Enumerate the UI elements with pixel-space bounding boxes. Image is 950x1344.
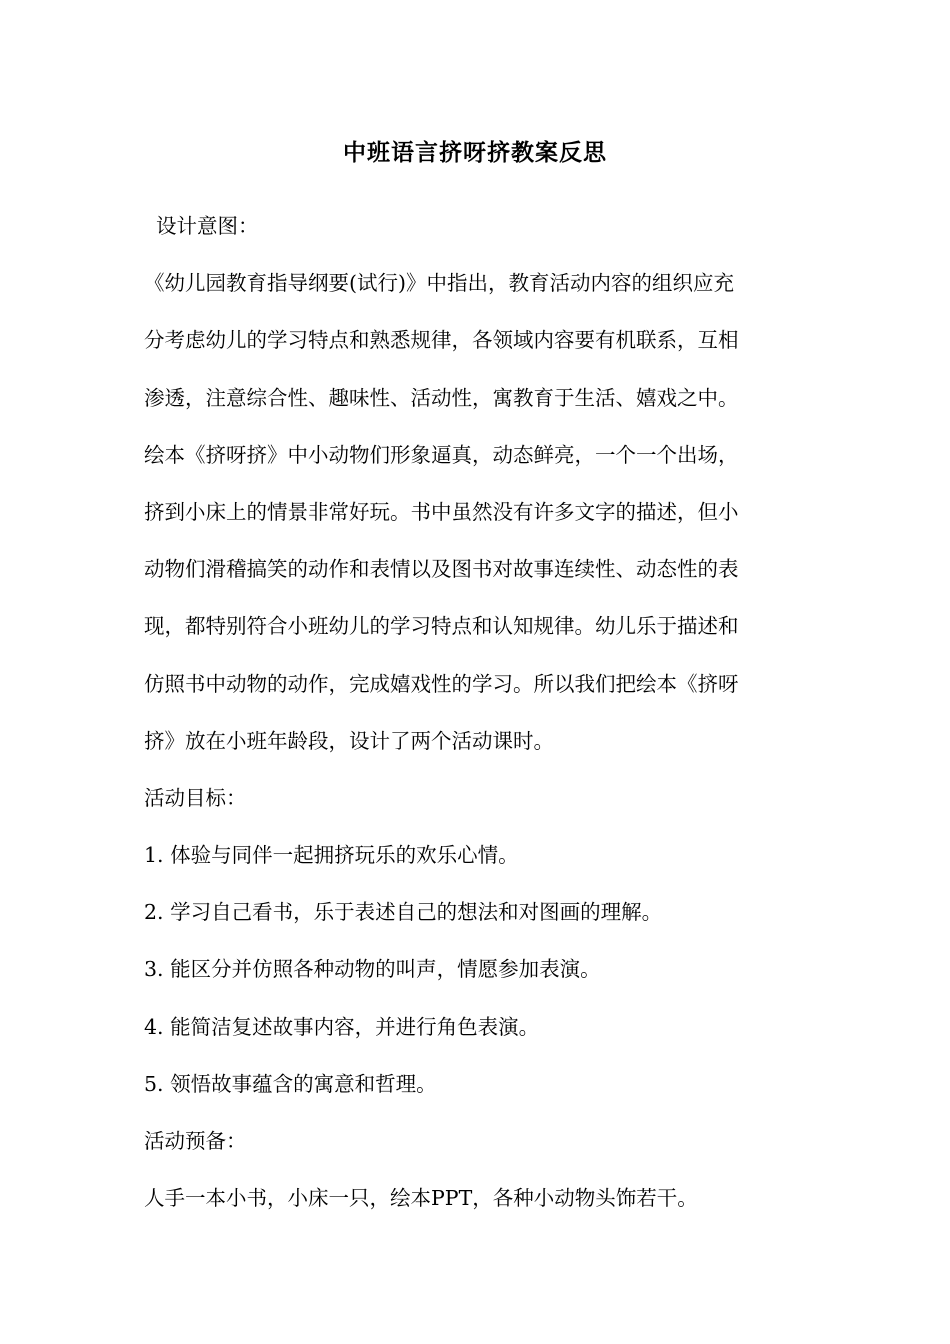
list-item: 3. 能区分并仿照各种动物的叫声，情愿参加表演。 (144, 957, 601, 982)
paragraph-line: 《幼儿园教育指导纲要(试行)》中指出，教育活动内容的组织应充 (144, 271, 734, 296)
paragraph-line: 现，都特别符合小班幼儿的学习特点和认知规律。幼儿乐于描述和 (144, 614, 739, 639)
list-item: 1. 体验与同伴一起拥挤玩乐的欢乐心情。 (144, 843, 519, 868)
list-item: 5. 领悟故事蕴含的寓意和哲理。 (144, 1071, 437, 1096)
paragraph-line: 渗透，注意综合性、趣味性、活动性，寓教育于生活、嬉戏之中。 (144, 385, 739, 410)
preparation-text: 人手一本小书，小床一只，绘本PPT，各种小动物头饰若干。 (144, 1186, 698, 1211)
goals-list (144, 827, 810, 1113)
goals-heading: 活动目标： (144, 785, 247, 810)
paragraph-line: 挤》放在小班年龄段，设计了两个活动课时。 (144, 728, 554, 753)
paragraph-line: 分考虑幼儿的学习特点和熟悉规律，各领域内容要有机联系，互相 (144, 328, 739, 353)
preparation-heading: 活动预备： (144, 1129, 247, 1153)
document-body (144, 198, 810, 1227)
list-item: 2. 学习自己看书，乐于表述自己的想法和对图画的理解。 (144, 900, 663, 925)
paragraph-line: 绘本《挤呀挤》中小动物们形象逼真，动态鲜亮，一个一个出场， (144, 442, 739, 467)
list-item: 4. 能简洁复述故事内容，并进行角色表演。 (144, 1014, 540, 1039)
paragraph-line: 仿照书中动物的动作，完成嬉戏性的学习。所以我们把绘本《挤呀 (144, 671, 739, 696)
design-intent-paragraph (144, 255, 810, 770)
document-title: 中班语言挤呀挤教案反思 (343, 139, 607, 166)
paragraph-line: 动物们滑稽搞笑的动作和表情以及图书对故事连续性、动态性的表 (144, 557, 739, 582)
design-intent-heading: 设计意图： (156, 214, 259, 238)
paragraph-line: 挤到小床上的情景非常好玩。书中虽然没有许多文字的描述，但小 (144, 499, 739, 524)
